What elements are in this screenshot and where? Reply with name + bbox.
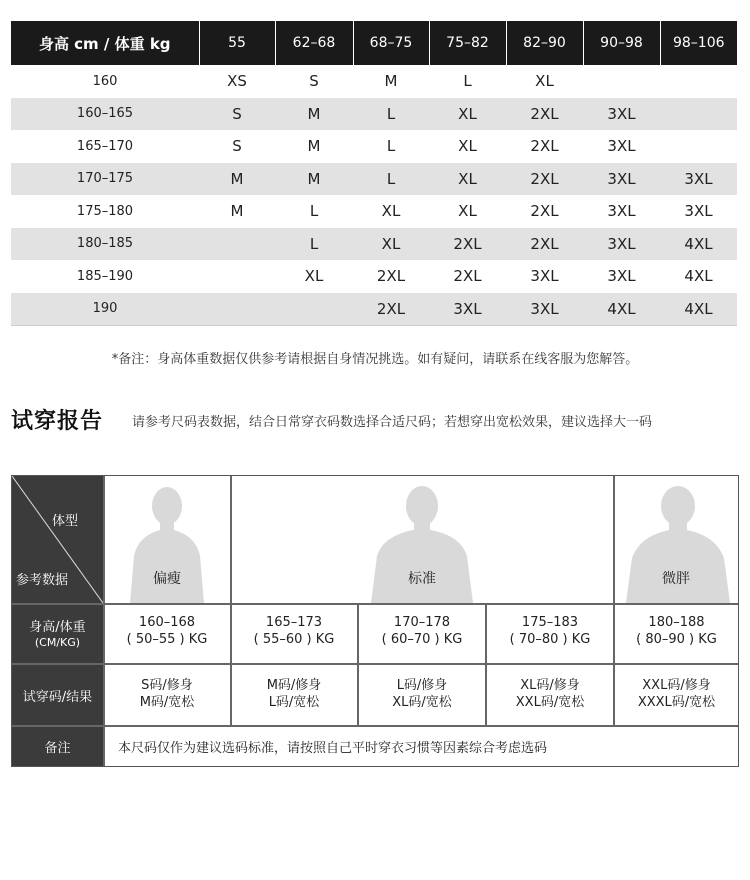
body-type-standard (231, 476, 613, 603)
size-cell: 2XL (353, 293, 429, 326)
size-cell: XL (429, 98, 506, 131)
corner-body-type-label: 体型 (52, 514, 79, 529)
size-cell: 3XL (583, 98, 660, 131)
weight-col-7: 98–106 (660, 21, 737, 65)
height-weight-cell (487, 614, 613, 648)
height-weight-cell (104, 614, 230, 648)
size-cell: XL (304, 267, 324, 286)
size-cell: L (309, 202, 319, 221)
size-cell: L (463, 72, 472, 91)
fit-result-cell (104, 677, 230, 711)
size-cell: XS (227, 72, 247, 91)
weight-col-4: 75–82 (429, 21, 506, 65)
size-cell: M (275, 163, 353, 196)
size-cell: 3XL (607, 137, 636, 156)
row-label-fit-result: 试穿码/结果 (12, 664, 103, 725)
size-cell: S (232, 137, 242, 156)
size-cell: 2XL (506, 163, 583, 196)
size-cell: 2XL (376, 267, 406, 286)
size-cell: 3XL (583, 163, 660, 196)
size-cell: 4XL (684, 267, 713, 286)
corner-reference-label: 参考数据 (16, 573, 69, 588)
fit-loose-result: XXXL码/宽松 (637, 695, 716, 710)
height-weight-cell (231, 614, 357, 648)
size-cell: M (199, 163, 275, 196)
size-cell: 2XL (506, 98, 583, 131)
weight-col-2: 62–68 (275, 21, 353, 65)
row-height: 160 (92, 73, 118, 89)
size-cell: 2XL (530, 202, 559, 221)
remark-text: 本尺码仅作为建议选码标准，请按照自己平时穿衣习惯等因素综合考虑选码 (118, 741, 548, 756)
size-cell (583, 65, 660, 98)
fit-slim-result: XXL码/修身 (642, 678, 711, 693)
size-cell (275, 293, 353, 326)
height-range: 170–178 (393, 615, 451, 630)
size-chart-table (11, 21, 737, 326)
body-type-stocky (614, 476, 738, 603)
weight-range: ( 60–70 ) KG (381, 632, 463, 647)
row-label-height-weight: 身高/体重 (CM/KG) (12, 604, 103, 663)
size-chart-row (11, 65, 737, 98)
size-cell: L (353, 98, 429, 131)
row-height: 180–185 (11, 228, 199, 261)
height-range: 160–168 (138, 615, 196, 630)
size-chart-row (11, 260, 737, 293)
row-height: 185–190 (76, 268, 134, 284)
size-cell: 3XL (607, 202, 636, 221)
weight-range: ( 50–55 ) KG (126, 632, 208, 647)
fit-report-title: 试穿报告 (11, 409, 104, 434)
weight-col-6: 90–98 (583, 21, 660, 65)
size-cell: XL (429, 163, 506, 196)
fit-report-description: 请参考尺码表数据，结合日常穿衣码数选择合适尺码；若想穿出宽松效果，建议选择大一码 (132, 415, 653, 430)
size-cell: L (386, 137, 396, 156)
row-height: 190 (11, 293, 199, 326)
fit-slim-result: XL码/修身 (520, 678, 580, 693)
size-cell: M (230, 202, 244, 221)
row-height: 175–180 (76, 203, 134, 219)
weight-col-5: 82–90 (506, 21, 583, 65)
size-cell: 2XL (429, 228, 506, 261)
weight-range: ( 80–90 ) KG (636, 632, 717, 647)
size-chart-row (11, 228, 737, 261)
body-type-stocky-label: 微胖 (662, 571, 690, 587)
body-type-slim-label: 偏瘦 (153, 571, 181, 587)
height-weight-cell (359, 614, 485, 648)
size-cell: 4XL (660, 228, 737, 261)
size-cell: 3XL (530, 267, 559, 286)
fit-result-cell (231, 677, 357, 711)
size-cell: M (384, 72, 398, 91)
weight-col-1: 55 (199, 21, 275, 65)
size-chart-note: *备注：身高体重数据仅供参考请根据自身情况挑选。如有疑问，请联系在线客服为您解答。 (111, 352, 639, 367)
size-cell: 2XL (506, 228, 583, 261)
row-height: 170–175 (11, 163, 199, 196)
height-range: 175–183 (521, 615, 579, 630)
fit-result-cell (487, 677, 613, 711)
size-cell: S (199, 98, 275, 131)
size-cell: M (275, 98, 353, 131)
size-cell: 3XL (506, 293, 583, 326)
fit-slim-result: S码/修身 (141, 678, 193, 693)
size-cell (660, 65, 737, 98)
size-cell (660, 130, 737, 163)
fit-report-table (11, 475, 739, 767)
height-range: 165–173 (265, 615, 323, 630)
size-cell: 4XL (660, 293, 737, 326)
size-cell: 2XL (453, 267, 482, 286)
size-cell (199, 293, 275, 326)
size-chart-row (11, 163, 737, 196)
fit-slim-result: L码/修身 (396, 678, 448, 693)
row-label-remark: 备注 (12, 726, 103, 766)
size-cell: 3XL (684, 202, 713, 221)
size-chart-row (11, 195, 737, 228)
size-cell: L (353, 163, 429, 196)
fit-result-cell (359, 677, 485, 711)
weight-range: ( 55–60 ) KG (253, 632, 335, 647)
height-weight-cell (615, 614, 738, 648)
size-chart-header (11, 21, 737, 65)
size-cell: L (275, 228, 353, 261)
body-type-standard-label: 标准 (408, 571, 436, 587)
size-cell: 2XL (530, 137, 559, 156)
size-cell: S (309, 72, 319, 91)
row-height: 160–165 (11, 98, 199, 131)
size-cell: XL (535, 72, 554, 91)
size-cell: M (307, 137, 321, 156)
fit-loose-result: XL码/宽松 (392, 695, 452, 710)
fit-loose-result: M码/宽松 (139, 695, 195, 710)
fit-slim-result: M码/修身 (266, 678, 322, 693)
size-cell: 3XL (660, 163, 737, 196)
size-chart-row (11, 98, 737, 131)
row-height: 165–170 (76, 138, 134, 154)
fit-loose-result: L码/宽松 (268, 695, 320, 710)
size-cell: 3XL (583, 228, 660, 261)
size-cell: XL (458, 202, 477, 221)
size-cell: 3XL (429, 293, 506, 326)
size-cell: 3XL (607, 267, 636, 286)
height-range: 180–188 (648, 615, 705, 630)
weight-col-3: 68–75 (353, 21, 429, 65)
size-cell (660, 98, 737, 131)
size-chart-row (11, 293, 737, 326)
size-cell: XL (381, 202, 401, 221)
fit-loose-result: XXL码/宽松 (515, 695, 585, 710)
size-cell: XL (353, 228, 429, 261)
weight-range: ( 70–80 ) KG (509, 632, 591, 647)
size-cell (199, 228, 275, 261)
corner-cell (12, 476, 103, 603)
body-type-slim (104, 476, 230, 603)
size-chart-row (11, 130, 737, 163)
header-height-weight: 身高 cm / 体重 kg (11, 21, 199, 65)
size-cell: 4XL (583, 293, 660, 326)
fit-result-cell (615, 677, 738, 711)
size-cell (199, 260, 275, 293)
size-cell: XL (458, 137, 477, 156)
